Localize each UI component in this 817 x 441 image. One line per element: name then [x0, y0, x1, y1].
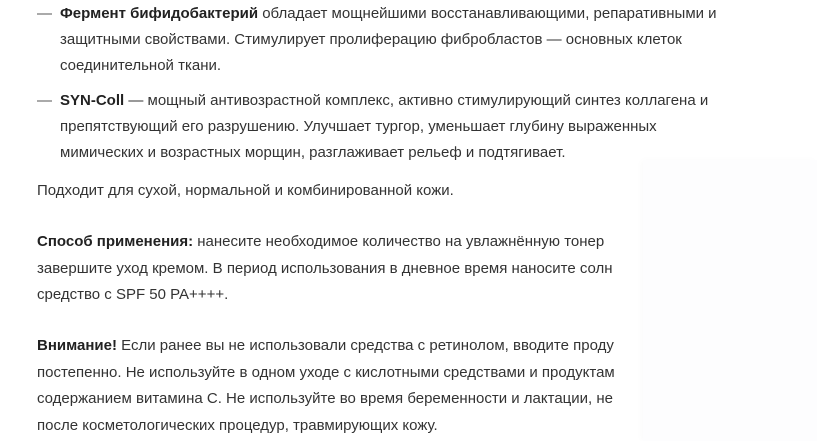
- text-line: мимических и возрастных морщин, разглаживает рельеф и подтягивает.: [60, 144, 566, 161]
- text-line: препятствующий его разрушению. Улучшает тургор, уменьшает глубину выраженных: [60, 118, 657, 135]
- text-line: Фермент бифидобактерий обладает мощнейшими восстанавливающими, репаративными и: [60, 5, 717, 22]
- text-line: после косметологических процедур, травмирующих кожу.: [37, 416, 438, 434]
- warning-heading: Внимание!: [37, 337, 117, 354]
- text-line: содержанием витамина С. Не используйте во время беременности и лактации, не: [37, 390, 613, 407]
- warning-paragraph: [37, 333, 637, 439]
- list-item-syn-coll: [37, 88, 800, 166]
- list-item-ferment: [37, 1, 800, 79]
- ingredient-name: SYN-Coll: [60, 92, 125, 109]
- text-line: средство с SPF 50 PA++++.: [37, 286, 229, 303]
- skin-type-paragraph: [37, 178, 637, 205]
- text-line: защитными свойствами. Стимулирует пролиферацию фибробластов — основных клеток: [60, 31, 682, 48]
- dash-bullet: —: [37, 5, 52, 22]
- text-line: постепенно. Не используйте в одном уходе с кислотными средствами и продуктам: [37, 363, 615, 381]
- text-line: SYN-Coll — мощный антивозрастной комплекс, активно стимулирующий синтез коллагена и: [60, 92, 709, 109]
- ingredient-name: Фермент бифидобактерий: [60, 5, 259, 22]
- text-line: Внимание! Если ранее вы не использовали средства с ретинолом, вводите проду: [37, 337, 614, 354]
- text-line: Подходит для сухой, нормальной и комбинированной кожи.: [37, 182, 454, 199]
- side-panel: [643, 160, 817, 441]
- text-line: завершите уход кремом. В период использования в дневное время наносите солн: [37, 259, 613, 277]
- text-line: соединительной ткани.: [60, 57, 222, 74]
- text-line: Способ применения: нанесите необходимое количество на увлажнённую тонер: [37, 233, 605, 250]
- usage-heading: Способ применения:: [37, 233, 194, 250]
- usage-paragraph: [37, 229, 637, 309]
- dash-bullet: —: [37, 92, 52, 109]
